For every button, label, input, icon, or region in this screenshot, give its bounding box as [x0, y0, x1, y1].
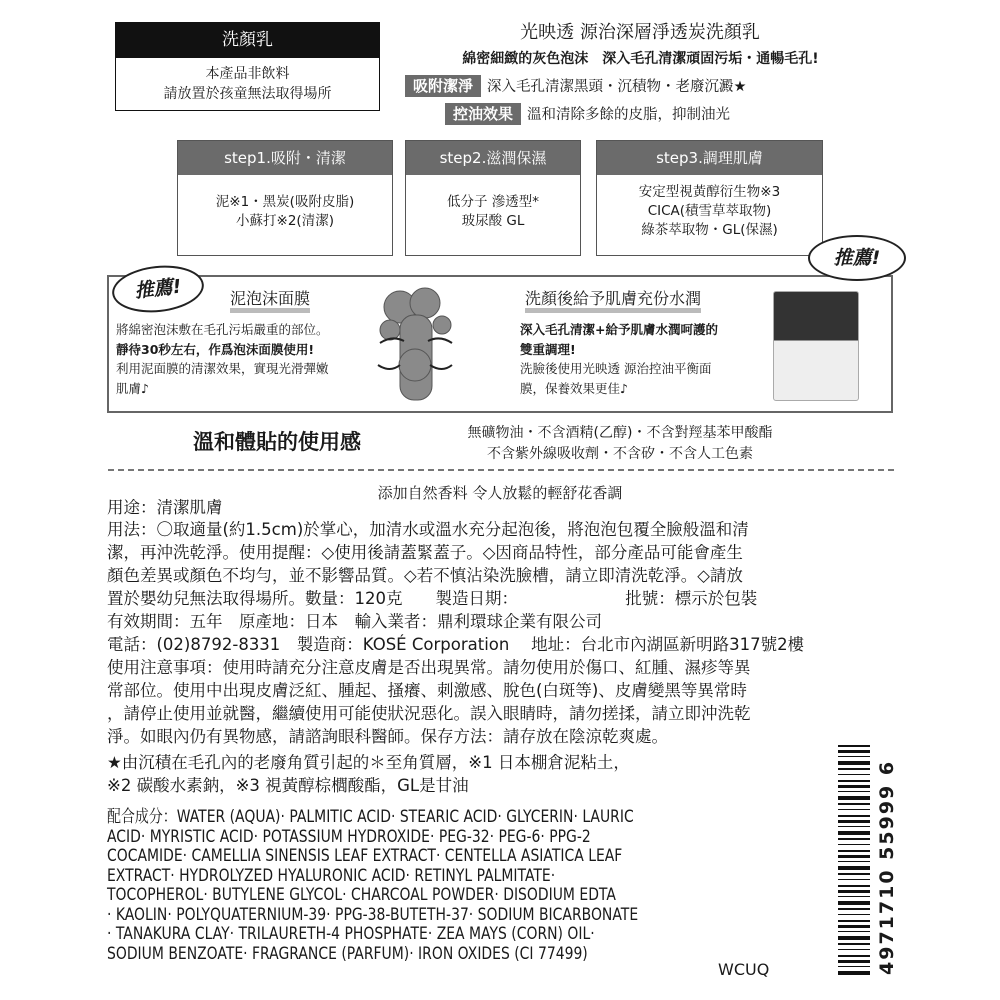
text-line: 潔，再沖洗乾淨。使用提醒：◇使用後請蓋緊蓋子。◇因商品特性，部分產品可能會產生	[107, 543, 743, 562]
fragrance-note: 添加自然香料 令人放鬆的輕舒花香調	[377, 484, 623, 502]
barcode-bar	[838, 890, 870, 893]
barcode-bar	[838, 943, 870, 945]
gentle-heading: 溫和體貼的使用感	[193, 430, 361, 454]
barcode-bar	[838, 820, 870, 823]
text-line: 肌膚♪	[116, 380, 149, 396]
barcode-bar	[838, 908, 870, 910]
warning-line: 本產品非飲料	[205, 66, 290, 82]
barcode-bar	[838, 971, 870, 975]
barcode-bar	[838, 960, 870, 963]
barcode-bar	[838, 873, 870, 875]
text-line: 電話：(02)8792-8331 製造商：KOSÉ Corporation 地址：台北市內湖區新明路317號2樓	[107, 635, 805, 654]
text-line: 置於嬰幼兒無法取得場所。數量：120克 製造日期： 批號：標示於包裝	[107, 589, 758, 608]
text-line: 用法：〇取適量(約1.5cm)於掌心，加清水或溫水充分起泡後，將泡泡包覆全臉般溫和清	[107, 520, 749, 539]
barcode-bar	[838, 925, 870, 928]
feature-row	[405, 75, 747, 97]
step-line: 小蘇打※2(清潔)	[236, 213, 334, 229]
text-line: 不含紫外線吸收劑・不含矽・不含人工色素	[487, 446, 753, 462]
step-title: step2.滋潤保濕	[406, 141, 580, 175]
text-line: 無礦物油・不含酒精(乙醇)・不含對羥基苯甲酸酯	[467, 425, 773, 441]
text-line: 洗臉後使用光映透 源治控油平衡面	[520, 361, 712, 376]
recommend-badge: 推薦!	[110, 261, 206, 316]
product-mask-image	[773, 291, 859, 401]
step-title: step1.吸附・清潔	[178, 141, 392, 175]
foam-mask-text	[116, 320, 329, 398]
ingredient-line: COCAMIDE· CAMELLIA SINENSIS LEAF EXTRACT· CENTELLA ASIATICA LEAF	[107, 846, 623, 866]
lot-code: WCUQ	[718, 960, 770, 979]
barcode-bar	[838, 901, 870, 905]
feature-row	[445, 103, 730, 125]
step-card	[596, 140, 823, 256]
moisture-heading: 洗顏後給予肌膚充份水潤	[525, 290, 701, 313]
step-card	[177, 140, 393, 256]
barcode-bar	[838, 955, 870, 957]
gentle-text	[425, 423, 815, 465]
feature-tag: 控油效果	[445, 103, 521, 125]
ingredient-line: SODIUM BENZOATE· FRAGRANCE (PARFUM)· IRON OXIDES (CI 77499)	[107, 943, 588, 964]
feature-text: 深入毛孔清潔黑頭・沉積物・老廢沉澱★	[487, 79, 747, 95]
step-line: CICA(積雪草萃取物)	[647, 203, 772, 219]
text-line: 用途：清潔肌膚	[107, 498, 223, 517]
barcode-bar	[838, 780, 870, 782]
step-title: step3.調理肌膚	[597, 141, 822, 175]
text-line: 淨。如眼內仍有異物感，請諮詢眼科醫師。保存方法：請存放在陰涼乾爽處。	[107, 727, 668, 746]
barcode-bar	[838, 774, 870, 775]
barcode-digits: 4971710 55999 6	[876, 759, 898, 975]
barcode-bar	[838, 745, 870, 747]
warning-heading: 洗顏乳	[115, 22, 380, 58]
barcode-bar	[838, 831, 870, 835]
step-line: 低分子 滲透型*	[446, 194, 540, 210]
ingredient-line: EXTRACT· HYDROLYZED HYALURONIC ACID· RETINYL PALMITATE·	[107, 865, 556, 886]
text-line: 有效期間：五年 原產地：日本 輸入業者：鼎利環球企業有限公司	[107, 612, 602, 631]
barcode-bar	[838, 885, 870, 887]
text-line: 雙重調理!	[520, 341, 576, 357]
barcode-bar	[838, 879, 870, 880]
text-line: 靜待30秒左右，作爲泡沫面膜使用!	[116, 341, 315, 357]
step-line: 綠茶萃取物・GL(保濕)	[641, 222, 778, 238]
product-subtitle: 綿密細緻的灰色泡沫 深入毛孔清潔頑固污垢・通暢毛孔!	[462, 51, 819, 67]
barcode-bar	[838, 796, 870, 800]
text-line: 深入毛孔清潔+給予肌膚水潤呵護的	[520, 322, 718, 337]
step-line: 玻尿酸 GL	[461, 213, 525, 229]
ingredient-line: 配合成分：WATER (AQUA)· PALMITIC ACID· STEARIC ACID· GLYCERIN· LAURIC	[107, 807, 634, 827]
step-card	[405, 140, 581, 256]
barcode-bar	[838, 750, 870, 753]
foam-face-illustration	[370, 285, 460, 405]
barcode-bar	[838, 826, 870, 827]
barcode-bar	[838, 761, 870, 765]
barcode-bar	[838, 768, 870, 770]
ingredient-line: TOCOPHEROL· BUTYLENE GLYCOL· CHARCOAL POWDER· DISODIUM EDTA	[107, 885, 616, 905]
barcode-bar	[838, 966, 870, 967]
barcode-bar	[838, 844, 870, 845]
barcode-bar	[838, 815, 870, 817]
barcode	[838, 745, 872, 977]
text-line: 將綿密泡沫敷在毛孔污垢嚴重的部位。	[116, 322, 329, 337]
barcode-bar	[838, 866, 870, 870]
foam-mask-heading: 泥泡沫面膜	[230, 290, 310, 313]
ingredient-line: ACID· MYRISTIC ACID· POTASSIUM HYDROXIDE· PEG-32· PEG-6· PPG-2	[107, 826, 591, 847]
text-line: ，請停止使用並就醫，繼續使用可能使狀況惡化。誤入眼睛時，請勿搓揉，請立即沖洗乾	[107, 704, 751, 723]
step-line: 安定型視黃醇衍生物※3	[638, 184, 781, 200]
barcode-bar	[838, 861, 870, 862]
barcode-bar	[838, 791, 870, 792]
feature-tag: 吸附潔淨	[405, 75, 481, 97]
text-line: 膜，保養效果更佳♪	[520, 380, 628, 396]
barcode-bar	[838, 756, 870, 757]
barcode-bar	[838, 914, 870, 915]
recommend-badge: 推薦!	[808, 235, 906, 281]
barcode-bar	[838, 838, 870, 840]
barcode-bar	[838, 936, 870, 940]
barcode-bar	[838, 850, 870, 852]
barcode-bar	[838, 785, 870, 788]
barcode-bar	[838, 809, 870, 810]
text-line: 利用泥面膜的清潔效果，實現光滑彈嫩	[116, 361, 329, 376]
text-line: ※2 碳酸水素鈉，※3 視黃醇棕櫚酸酯，GL是甘油	[107, 776, 469, 795]
text-line: 使用注意事項：使用時請充分注意皮膚是否出現異常。請勿使用於傷口、紅腫、濕疹等異	[107, 658, 751, 677]
divider	[108, 469, 894, 471]
feature-text: 溫和清除多餘的皮脂，抑制油光	[527, 107, 731, 123]
moisture-text	[520, 320, 718, 398]
text-line: 常部位。使用中出現皮膚泛紅、腫起、搔癢、刺激感、脫色(白斑等)、皮膚變黑等異常時	[107, 681, 747, 700]
ingredient-line: · TANAKURA CLAY· TRILAURETH-4 PHOSPHATE· ZEA MAYS (CORN) OIL·	[107, 924, 595, 944]
barcode-bar	[838, 949, 870, 950]
barcode-bar	[838, 855, 870, 858]
barcode-bar	[838, 931, 870, 932]
warning-line: 請放置於孩童無法取得場所	[163, 86, 332, 102]
ingredient-line: · KAOLIN· POLYQUATERNIUM-39· PPG-38-BUTETH-37· SODIUM BICARBONATE	[107, 904, 639, 925]
step-line: 泥※1・黑炭(吸附皮脂)	[215, 194, 355, 210]
product-title: 光映透 源治深層淨透炭洗顏乳	[520, 22, 760, 43]
barcode-bar	[838, 920, 870, 922]
warning-box	[115, 57, 380, 111]
barcode-bar	[838, 803, 870, 805]
barcode-bar	[838, 896, 870, 897]
text-line: ★由沉積在毛孔內的老廢角質引起的＊至角質層，※1 日本棚倉泥粘土，	[107, 753, 630, 772]
text-line: 顏色差異或顏色不均勻，並不影響品質。◇若不慎沾染洗臉槽，請立即清洗乾淨。◇請放	[107, 566, 743, 585]
